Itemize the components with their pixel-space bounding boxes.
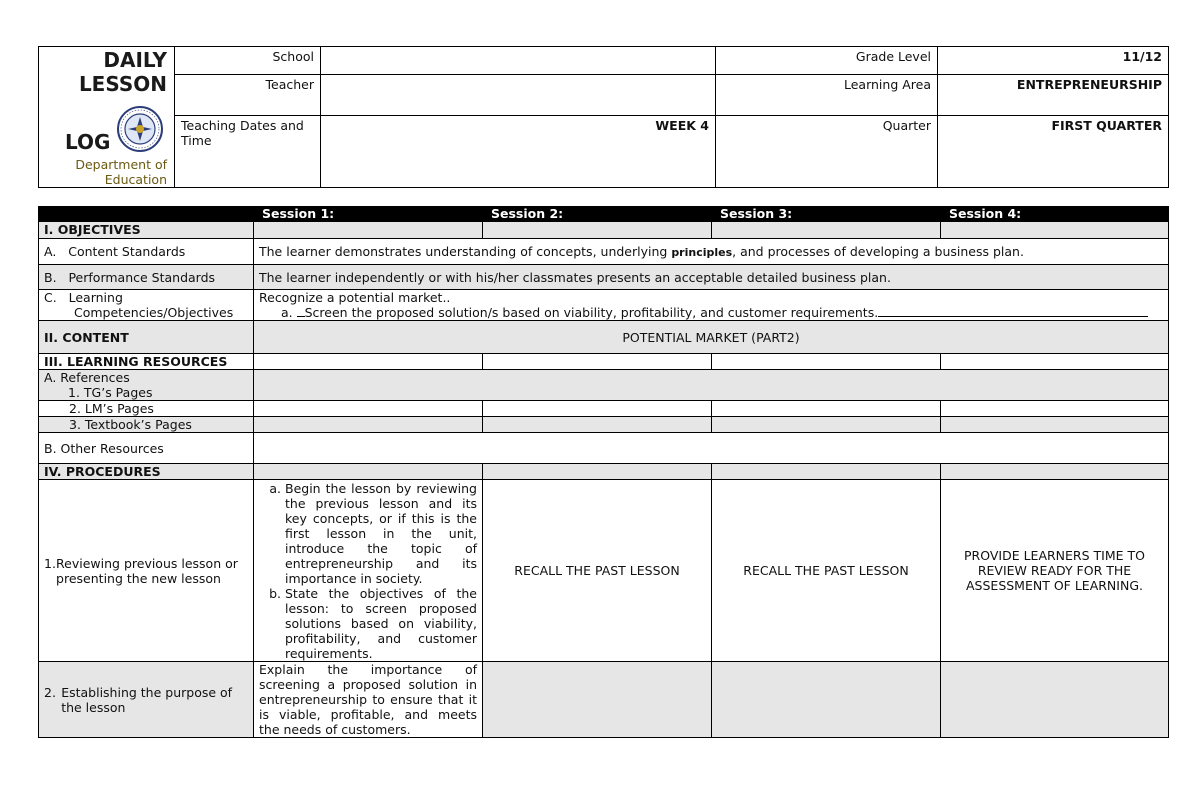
procedure-2-session-2 [483, 662, 712, 738]
competencies-text [254, 290, 1169, 321]
teaching-dates-value: WEEK 4 [321, 116, 716, 188]
content-standards-label: A. Content Standards [39, 239, 254, 265]
session-2-header: Session 2: [483, 207, 712, 222]
other-resources-row [39, 433, 1169, 464]
procedure-2-session-1: Explain the importance of screening a proposed solution in entrepreneurship to ensure that it is viable, profitable, and meets the needs of customers. [254, 662, 483, 738]
content-row [39, 321, 1169, 354]
procedure-1-row [39, 480, 1169, 662]
lm-pages-label: 2. LM’s Pages [39, 401, 254, 417]
procedure-2-row [39, 662, 1169, 738]
learning-area-value: ENTREPRENEURSHIP [938, 75, 1169, 116]
competencies-label: C. Learning Competencies/Objectives [39, 290, 254, 321]
tg-pages-label: 1. TG’s Pages [68, 385, 153, 400]
procedure-2-label: 2. Establishing the purpose of the lesson [39, 662, 254, 738]
other-resources-label: B. Other Resources [39, 433, 254, 464]
lesson-log-table [38, 206, 1169, 738]
procedure-1-label: 1. Reviewing previous lesson or presenting the new lesson [39, 480, 254, 662]
references-value [254, 370, 1169, 401]
session-1-header: Session 1: [254, 207, 483, 222]
performance-standards-row [39, 265, 1169, 290]
objectives-heading: I. OBJECTIVES [39, 222, 254, 239]
quarter-label: Quarter [716, 116, 938, 188]
competencies-row [39, 290, 1169, 321]
procedure-1-item-b: b. State the objectives of the lesson: to screen proposed solutions based on viability, profitability, and customer requirements. [285, 586, 477, 661]
competencies-intro: Recognize a potential market.. [259, 290, 451, 305]
sessions-header-row [39, 207, 1169, 222]
title-daily: DAILY [103, 48, 167, 72]
references-label: A. References 1. TG’s Pages [39, 370, 254, 401]
performance-standards-text: The learner independently or with his/her classmates presents an acceptable detailed business plan. [254, 265, 1169, 290]
procedure-1-item-a: a. Begin the lesson by reviewing the previous lesson and its key concepts, or if this is the first lesson in the unit, introduce the topic of entrepreneurship and its importance in society. [285, 481, 477, 586]
resources-heading-row [39, 354, 1169, 370]
header-table [38, 46, 1169, 188]
content-standards-text: The learner demonstrates understanding of concepts, underlying principles, and processes of developing a business plan. [254, 239, 1169, 265]
lm-pages-row [39, 401, 1169, 417]
other-resources-value [254, 433, 1169, 464]
procedure-1-session-1 [254, 480, 483, 662]
sessions-header-blank [39, 207, 254, 222]
title-lesson: LESSON [78, 72, 167, 96]
session-4-header: Session 4: [941, 207, 1169, 222]
school-value[interactable] [321, 47, 716, 75]
procedure-1-session-4: PROVIDE LEARNERS TIME TO REVIEW READY FOR THE ASSESSMENT OF LEARNING. [941, 480, 1169, 662]
procedures-heading-row [39, 464, 1169, 480]
deped-seal-icon [116, 105, 164, 153]
procedure-2-session-4 [941, 662, 1169, 738]
procedure-1-session-3: RECALL THE PAST LESSON [712, 480, 941, 662]
school-label: School [175, 47, 321, 75]
procedure-2-session-3 [712, 662, 941, 738]
competencies-sub-item: a. Screen the proposed solution/s based on viability, profitability, and customer requirements. [259, 305, 1163, 320]
teaching-dates-label: Teaching Dates and Time [175, 116, 321, 188]
teacher-label: Teacher [175, 75, 321, 116]
textbook-pages-label: 3. Textbook’s Pages [39, 417, 254, 433]
objectives-heading-row [39, 222, 1169, 239]
department-label: Department of Education [75, 157, 167, 187]
references-row [39, 370, 1169, 401]
teacher-value[interactable] [321, 75, 716, 116]
content-heading: II. CONTENT [39, 321, 254, 354]
grade-level-value: 11/12 [938, 47, 1169, 75]
procedure-1-session-2: RECALL THE PAST LESSON [483, 480, 712, 662]
title-log: LOG [65, 130, 111, 154]
quarter-value: FIRST QUARTER [938, 116, 1169, 188]
procedures-heading: IV. PROCEDURES [39, 464, 254, 480]
content-value: POTENTIAL MARKET (PART2) [254, 321, 1169, 354]
grade-level-label: Grade Level [716, 47, 938, 75]
session-3-header: Session 3: [712, 207, 941, 222]
learning-area-label: Learning Area [716, 75, 938, 116]
resources-heading: III. LEARNING RESOURCES [39, 354, 254, 370]
performance-standards-label: B. Performance Standards [39, 265, 254, 290]
logo-cell [39, 47, 175, 188]
content-standards-row [39, 239, 1169, 265]
textbook-pages-row [39, 417, 1169, 433]
